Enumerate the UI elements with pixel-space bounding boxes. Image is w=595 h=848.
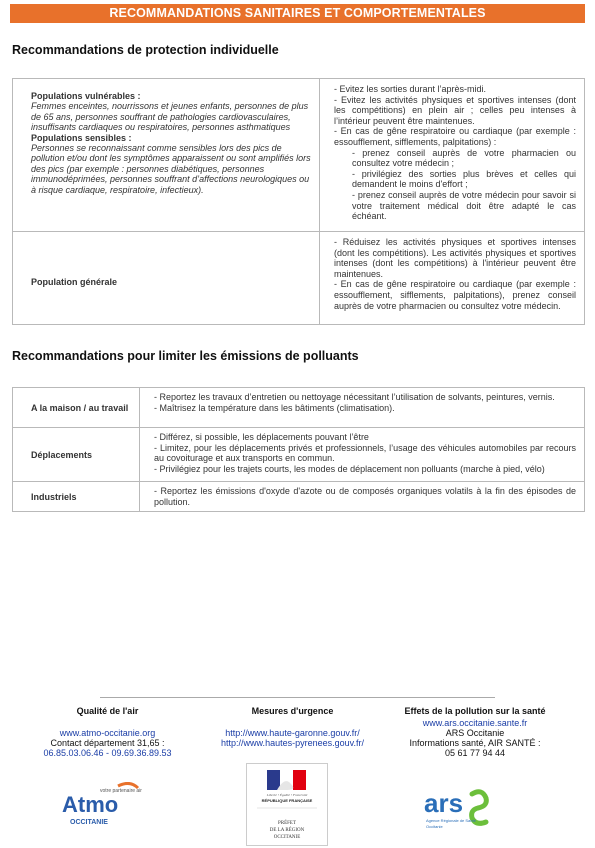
list-item: - Evitez les sorties durant l’après-midi. [334, 84, 487, 94]
table-row [13, 428, 585, 482]
individual-protection-table [12, 78, 585, 325]
list-item: - Privilégiez pour les trajets courts, les modes de déplacement non polluants (marche à pied, vélo) [154, 463, 545, 474]
table-row [13, 79, 585, 232]
row-text-industrial [140, 482, 585, 512]
list-item: - Maîtrisez la température dans les bâtiments (climatisation). [154, 402, 395, 413]
svg-text:OCCITANIE: OCCITANIE [70, 819, 108, 826]
row-label-home-work: A la maison / au travail [13, 388, 140, 428]
list-item: - Limitez, pour les déplacements privés et professionnels, l’usage des véhicules automobiles par recours au covoiturage et aux transports en commun. [154, 442, 576, 464]
table-row [13, 388, 585, 428]
svg-text:DE LA RÉGION: DE LA RÉGION [269, 828, 305, 833]
svg-text:PRÉFET: PRÉFET [277, 821, 297, 826]
list-item: - En cas de gêne respiratoire ou cardiaque (par exemple : essoufflement, sifflements, palpitations) : [334, 126, 576, 147]
list-item: - Evitez les activités physiques et sportives intenses (dont les compétitions) en plein air ; celles peu intenses à l’intérieur peuvent être maintenues. [334, 94, 576, 126]
ars-org-name: ARS Occitanie [445, 728, 505, 738]
row-text-travel [140, 428, 585, 482]
ars-info-label: Informations santé, AIR SANTÉ : [409, 738, 541, 748]
svg-text:Liberté • Égalité • Fraternité: Liberté • Égalité • Fraternité [266, 793, 308, 797]
haute-garonne-link[interactable]: http://www.haute-garonne.gouv.fr/ [225, 728, 360, 738]
footer-air-quality [20, 706, 195, 758]
atmo-contact-label: Contact département 31,65 : [50, 738, 165, 748]
list-item: - Réduisez les activités physiques et sportives intenses (dont les compétitions). Les activités physiques et sportives intenses (dont les compétitions) à l'intérieur peuvent être maintenues. [334, 237, 576, 279]
vulnerable-populations-cell [13, 79, 320, 232]
ars-website-link[interactable]: www.ars.occitanie.sante.fr [422, 718, 528, 728]
list-item: - Reportez les travaux d’entretien ou nettoyage nécessitant l’utilisation de solvants, peintures, vernis. [154, 392, 555, 402]
sensitive-text: Personnes se reconnaissant comme sensibles lors des pics de pollution et/ou dont les symptômes apparaissent ou sont amplifiés lors des pics (par exemple : personnes diabétiques, personnes immunodéprimées, personnes souffrant d’affections neurologiques ou à risque cardiaque, respiratoire, infectieux). [31, 143, 311, 195]
atmo-occitanie-logo [60, 782, 150, 830]
general-recommendations-cell [320, 232, 585, 325]
sensitive-heading: Populations sensibles : [31, 132, 132, 143]
table-row [13, 482, 585, 512]
svg-text:RÉPUBLIQUE FRANÇAISE: RÉPUBLIQUE FRANÇAISE [261, 798, 313, 803]
footer-divider [100, 697, 495, 698]
footer-heading-emergency: Mesures d'urgence [251, 706, 334, 716]
list-item: - Différez, si possible, les déplacements pouvant l’être [154, 432, 369, 442]
atmo-phone-numbers[interactable]: 06.85.03.06.46 - 09.69.36.89.53 [43, 748, 172, 758]
svg-text:votre partenaire air: votre partenaire air [100, 788, 142, 794]
emissions-table [12, 387, 585, 512]
list-item: - En cas de gêne respiratoire ou cardiaque (par exemple : essoufflement, sifflements, palpitations), prenez conseil auprès de votre pharmacien ou consultez votre médecin. [334, 279, 576, 311]
vulnerable-recommendations-cell [320, 79, 585, 232]
hautes-pyrenees-link[interactable]: http://www.hautes-pyrenees.gouv.fr/ [221, 738, 364, 748]
list-item: - Reportez les émissions d'oxyde d'azote ou de composés organiques volatils à la fin des épisodes de pollution. [154, 486, 576, 507]
svg-text:Atmo: Atmo [62, 792, 119, 817]
row-label-industrial: Industriels [13, 482, 140, 512]
atmo-website-link[interactable]: www.atmo-occitanie.org [59, 728, 156, 738]
list-item: - prenez conseil auprès de votre médecin pour savoir si votre traitement médical doit être adapté le cas échéant. [352, 189, 576, 222]
ars-phone: 05 61 77 94 44 [444, 748, 506, 758]
prefet-occitanie-logo [246, 763, 328, 846]
footer-health [365, 706, 585, 758]
general-population-label: Population générale [13, 232, 320, 325]
page-banner: RECOMMANDATIONS SANITAIRES ET COMPORTEMENTALES [10, 4, 585, 23]
svg-text:Agence Régionale de Santé: Agence Régionale de Santé [426, 818, 476, 823]
svg-text:OCCITANIE: OCCITANIE [273, 835, 301, 840]
section-title-individual: Recommandations de protection individuelle [12, 43, 279, 57]
ars-occitanie-logo [420, 784, 500, 832]
row-text-home-work [140, 388, 585, 428]
vulnerable-heading: Populations vulnérables : [31, 91, 141, 101]
row-label-travel: Déplacements [13, 428, 140, 482]
svg-text:ars: ars [424, 788, 464, 818]
footer-heading-health: Effets de la pollution sur la santé [404, 706, 546, 716]
section-title-emissions: Recommandations pour limiter les émissions de polluants [12, 349, 359, 363]
table-row [13, 232, 585, 325]
list-item: - prenez conseil auprès de votre pharmacien ou consultez votre médecin ; [352, 147, 576, 169]
list-item: - privilégiez des sorties plus brèves et celles qui demandent le moins d'effort ; [352, 168, 576, 190]
svg-text:Occitanie: Occitanie [426, 824, 443, 829]
vulnerable-text: Femmes enceintes, nourrissons et jeunes enfants, personnes de plus de 65 ans, personnes souffrant de pathologies cardiovasculaires, insuffisants cardiaques ou respiratoires, personnes asthmatiques [31, 101, 309, 133]
footer-heading-air-quality: Qualité de l'air [76, 706, 139, 716]
